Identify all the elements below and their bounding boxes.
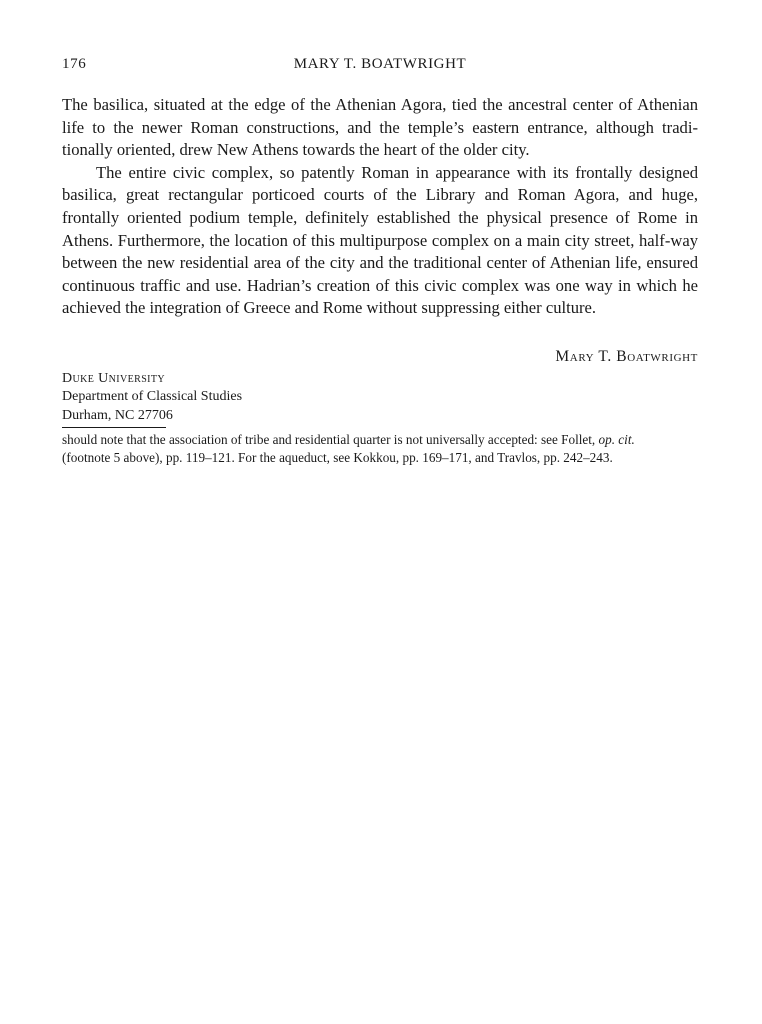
- text-line: life to the newer Roman constructions, and the temple’s eastern entrance, although tradi-: [62, 117, 698, 137]
- author-affiliation: [62, 370, 698, 425]
- text-line: tionally oriented, drew New Athens towards the heart of the older city.: [62, 140, 530, 160]
- running-title: MARY T. BOATWRIGHT: [293, 56, 467, 72]
- page: [62, 56, 698, 466]
- footnote-line: [62, 431, 698, 448]
- institution: Duke University: [62, 370, 166, 386]
- text-line: way between the new residential area of the city and the traditional center of Athenian life,: [62, 230, 698, 273]
- paragraph-basilica: [62, 94, 698, 162]
- text-line: which he achieved the integration of Greece and Rome without suppressing either culture.: [62, 275, 698, 318]
- page-number: 176: [62, 56, 87, 72]
- footnote: [62, 431, 698, 466]
- body-text: [62, 94, 698, 320]
- running-head: [62, 56, 698, 78]
- text-line: The entire civic complex, so patently Roman in appearance with its frontally designed: [96, 162, 698, 182]
- footnote-rule: [62, 427, 166, 428]
- text-line: Athens. Furthermore, the location of this multipurpose complex on a main city street, half-: [62, 230, 671, 250]
- author-signature: Mary T. Boatwright: [555, 347, 698, 365]
- department: Department of Classical Studies: [62, 389, 243, 405]
- footnote-line: (footnote 5 above), pp. 119–121. For the aqueduct, see Kokkou, pp. 169–171, and Travlos, pp. 242–243.: [62, 449, 613, 465]
- address: Durham, NC 27706: [62, 407, 173, 423]
- paragraph-civic-complex: [62, 162, 698, 320]
- footnote-text: should note that the association of tribe and residential quarter is not universally accepted: see Follet,: [62, 432, 596, 448]
- text-line: basilica, great rectangular porticoed courts of the Library and Roman Agora, and huge,: [62, 185, 698, 205]
- footnote-citation: op. cit.: [598, 432, 635, 448]
- text-line: ensured continuous traffic and use. Hadrian’s creation of this civic complex was one way in: [62, 253, 698, 295]
- text-line: The basilica, situated at the edge of the Athenian Agora, tied the ancestral center of Athenian: [62, 95, 698, 114]
- text-line: frontally oriented podium temple, definitely established the physical presence of Rome in: [62, 207, 698, 227]
